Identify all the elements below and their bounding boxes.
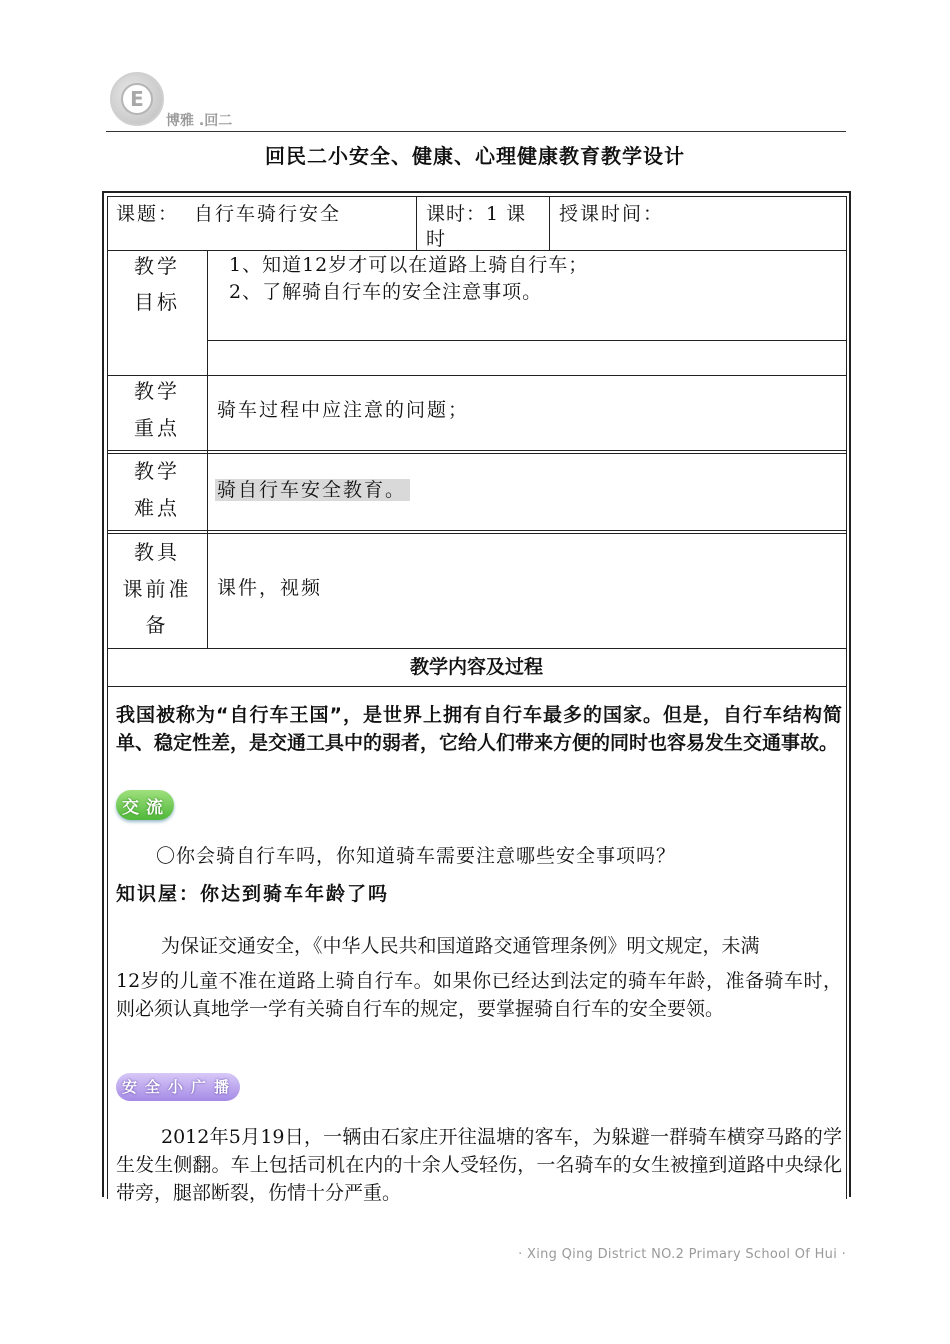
- knowledge-paragraph: 12岁的儿童不准在道路上骑自行车。如果你已经达到法定的骑车年龄，准备骑车时，则必须认真地学一学有关骑自行车的规定，要掌握骑自行车的安全要领。: [116, 970, 842, 1020]
- table-inner-border: [107, 196, 846, 197]
- difficulty-label: 难点: [134, 496, 180, 520]
- key-value: 骑车过程中应注意的问题；: [217, 399, 470, 421]
- prep-value: 课件，视频: [217, 577, 323, 599]
- goal-label: 目标: [134, 290, 180, 314]
- exchange-badge: 交 流: [116, 790, 174, 820]
- row-divider: [107, 530, 846, 531]
- row-divider: [107, 450, 846, 451]
- key-label: 重点: [134, 416, 180, 440]
- difficulty-value: 骑自行车安全教育。: [215, 479, 410, 501]
- svg-text:E: E: [130, 87, 144, 111]
- difficulty-label: 教学: [134, 459, 180, 483]
- goal-item-1: 1、知道12岁才可以在道路上骑自行车；: [229, 254, 589, 276]
- page-title: 回民二小安全、健康、心理健康教育教学设计: [265, 144, 685, 168]
- news-paragraph: 2012年5月19日，一辆由石家庄开往温塘的客车，为躲避一群骑车横穿马路的学生发生侧翻。车上包括司机在内的十余人受轻伤，一名骑车的女生被撞到道路中央绿化带旁，腿部断裂，伤情十分严重。: [116, 1126, 842, 1204]
- teach-time-label: 授课时间：: [559, 203, 665, 225]
- knowledge-line-1: 为保证交通安全，《中华人民共和国道路交通管理条例》明文规定，未满: [161, 935, 760, 957]
- prep-label: 备: [145, 613, 169, 637]
- class-hours-label: 课时：1 课: [426, 203, 527, 225]
- row-divider: [107, 648, 846, 649]
- prep-label: 教具: [134, 540, 180, 564]
- col-divider: [416, 196, 417, 250]
- lesson-plan-table: [102, 191, 851, 1204]
- row-divider: [107, 250, 846, 251]
- goal-label: 教学: [134, 254, 180, 278]
- school-logo: [110, 72, 164, 126]
- prep-label: 课前准: [122, 577, 192, 601]
- col-divider: [549, 196, 550, 250]
- goal-item-2: 2、了解骑自行车的安全注意事项。: [229, 281, 543, 303]
- row-divider: [107, 686, 846, 687]
- row-divider: [107, 533, 846, 534]
- question-text: 〇你会骑自行车吗，你知道骑车需要注意哪些安全事项吗？: [156, 845, 677, 867]
- col-divider: [846, 196, 847, 1199]
- header-divider: [106, 131, 846, 132]
- row-divider: [107, 453, 846, 454]
- topic-label: 课题：: [116, 203, 180, 225]
- key-label: 教学: [134, 379, 180, 403]
- row-divider: [207, 340, 846, 341]
- class-hours-unit: 时: [426, 228, 446, 250]
- brand-text: 博雅 .回二: [166, 113, 233, 129]
- logo-e-icon: [121, 83, 153, 115]
- intro-paragraph: 我国被称为“自行车王国”，是世界上拥有自行车最多的国家。但是，自行车结构简单、稳定性差，是交通工具中的弱者，它给人们带来方便的同时也容易发生交通事故。: [116, 704, 842, 754]
- knowledge-title: 知识屋：你达到骑车年龄了吗: [116, 883, 390, 905]
- section-title: 教学内容及过程: [409, 656, 543, 678]
- topic-value: 自行车骑行安全: [194, 203, 342, 225]
- row-divider: [207, 375, 846, 376]
- safety-broadcast-badge: 安 全 小 广 播: [116, 1073, 240, 1101]
- footer-text: · Xing Qing District NO.2 Primary School Of Hui ·: [518, 1247, 846, 1262]
- col-divider: [107, 196, 108, 1199]
- col-divider: [207, 250, 208, 648]
